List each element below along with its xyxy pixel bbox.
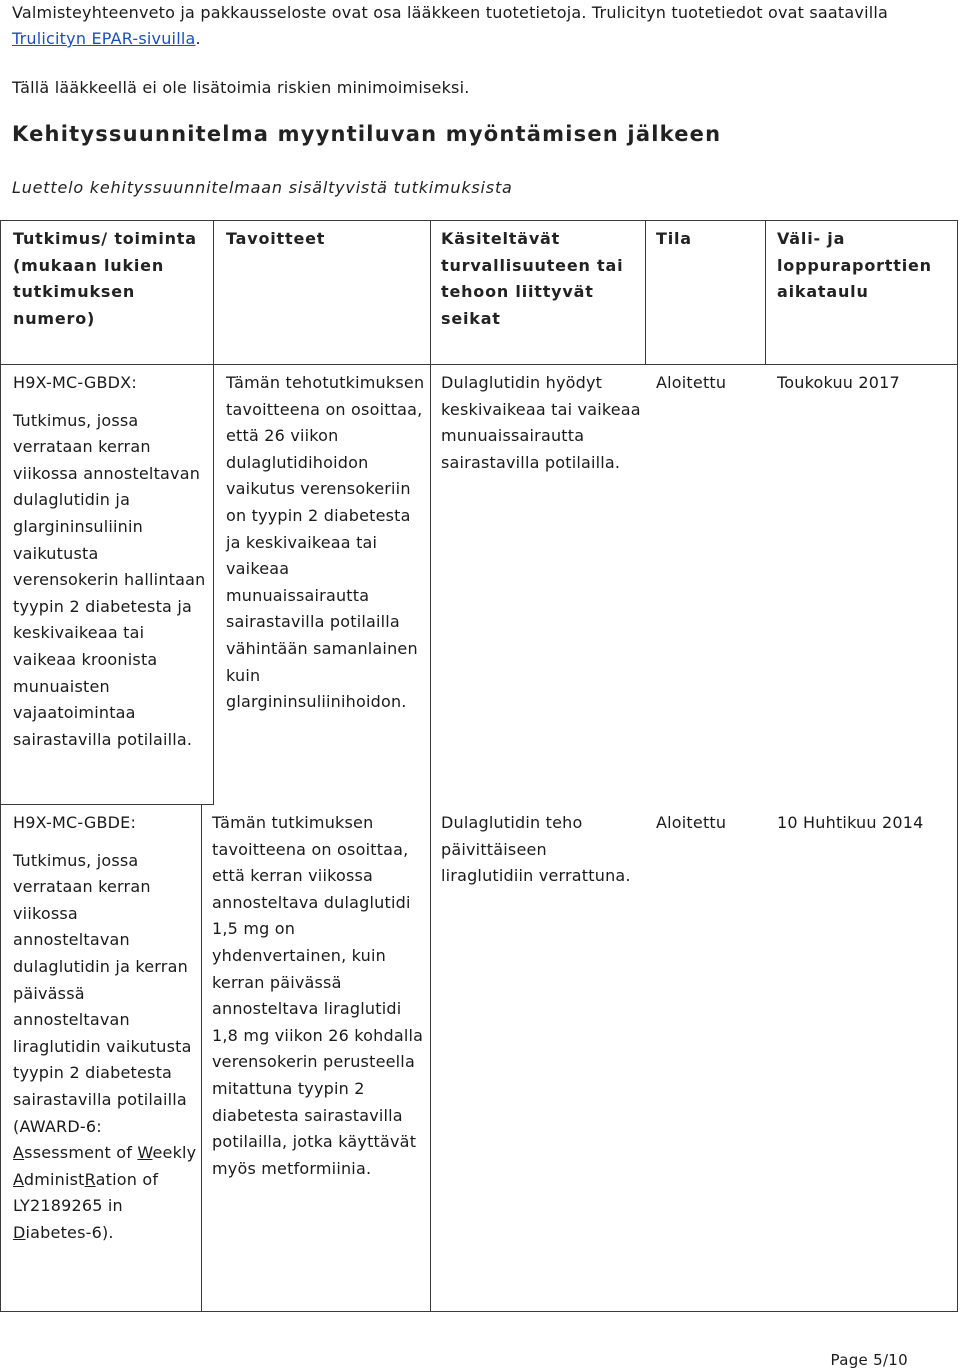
column-divider	[201, 804, 202, 1312]
study-schedule: 10 Huhtikuu 2014	[777, 813, 924, 832]
study-id: H9X-MC-GBDE:	[13, 813, 137, 832]
study-status: Aloitettu	[656, 813, 727, 832]
header-safety: Käsiteltävät turvallisuuteen tai tehoon liittyvät seikat	[441, 229, 624, 328]
study-schedule: Toukokuu 2017	[777, 373, 900, 392]
header-divider	[0, 364, 958, 365]
table-border	[0, 1311, 958, 1312]
table-subtitle: Luettelo kehityssuunnitelmaan sisältyvistä tutkimuksista	[12, 178, 513, 197]
header-objectives: Tavoitteet	[226, 229, 326, 248]
table-border	[0, 220, 958, 221]
section-title: Kehityssuunnitelma myyntiluvan myöntämisen jälkeen	[12, 122, 722, 146]
study-status: Aloitettu	[656, 373, 727, 392]
study-safety: Dulaglutidin teho päivittäiseen liraglutidiin verrattuna.	[441, 813, 631, 886]
table-row	[13, 810, 199, 1247]
header-study: Tutkimus/ toiminta (mukaan lukien tutkimuksen numero)	[13, 229, 197, 328]
column-divider	[430, 220, 431, 1312]
header-schedule: Väli- ja loppuraporttien aikataulu	[777, 229, 932, 302]
table-row	[13, 370, 209, 753]
intro-text: Valmisteyhteenveto ja pakkausseloste ovat osa lääkkeen tuotetietoja. Trulicityn tuotetiedot ovat saatavilla	[12, 3, 889, 22]
column-divider	[765, 220, 766, 365]
study-safety: Dulaglutidin hyödyt keskivaikeaa tai vaikeaa munuaissairautta sairastavilla potilailla.	[441, 373, 641, 472]
study-id: H9X-MC-GBDX:	[13, 373, 137, 392]
study-description: Tutkimus, jossa verrataan kerran viikossa annosteltavan dulaglutidin ja glargininsuliinin vaikutusta verensokerin hallintaan tyypin 2 diabetesta ja keskivaikeaa tai vaikeaa kroonista munuaisten vajaatoimintaa sairastavilla potilailla.	[13, 410, 206, 749]
header-status: Tila	[656, 229, 692, 248]
column-divider	[213, 220, 214, 365]
study-description: Tutkimus, jossa verrataan kerran viikossa annosteltavan dulaglutidin ja kerran päivässä annosteltavan liraglutidin vaikutusta tyypin 2 diabetesta sairastavilla potilailla (AWARD-6: Assessment of Weekly AdministRation of LY2189265 in Diabetes-6).	[13, 850, 197, 1242]
table-border	[957, 220, 958, 1312]
intro-text-end: .	[195, 29, 201, 48]
epar-link[interactable]: Trulicityn EPAR-sivuilla	[12, 29, 196, 48]
intro-paragraph	[12, 0, 942, 52]
study-objectives: Tämän tutkimuksen tavoitteena on osoittaa, että kerran viikossa annosteltava dulaglutidi 1,5 mg on yhdenvertainen, kuin kerran päivässä annosteltava liraglutidi 1,8 mg viikon 26 kohdalla verensokerin perusteella mitattuna tyypin 2 diabetesta sairastavilla potilailla, jotka käyttävät myös metformiinia.	[212, 813, 424, 1178]
page-number: Page 5/10	[830, 1351, 908, 1369]
column-divider	[645, 220, 646, 365]
table-border	[0, 220, 1, 1312]
studies-table	[0, 220, 958, 1312]
study-objectives: Tämän tehotutkimuksen tavoitteena on osoittaa, että 26 viikon dulaglutidihoidon vaikutus verensokeriin on tyypin 2 diabetesta ja keskivaikeaa tai vaikeaa munuaissairautta sairastavilla potilailla vähintään samanlainen kuin glargininsuliinihoidon.	[226, 373, 425, 712]
row-divider	[0, 804, 214, 805]
risk-note: Tällä lääkkeellä ei ole lisätoimia riskien minimoimiseksi.	[12, 78, 470, 97]
column-divider	[213, 364, 214, 805]
